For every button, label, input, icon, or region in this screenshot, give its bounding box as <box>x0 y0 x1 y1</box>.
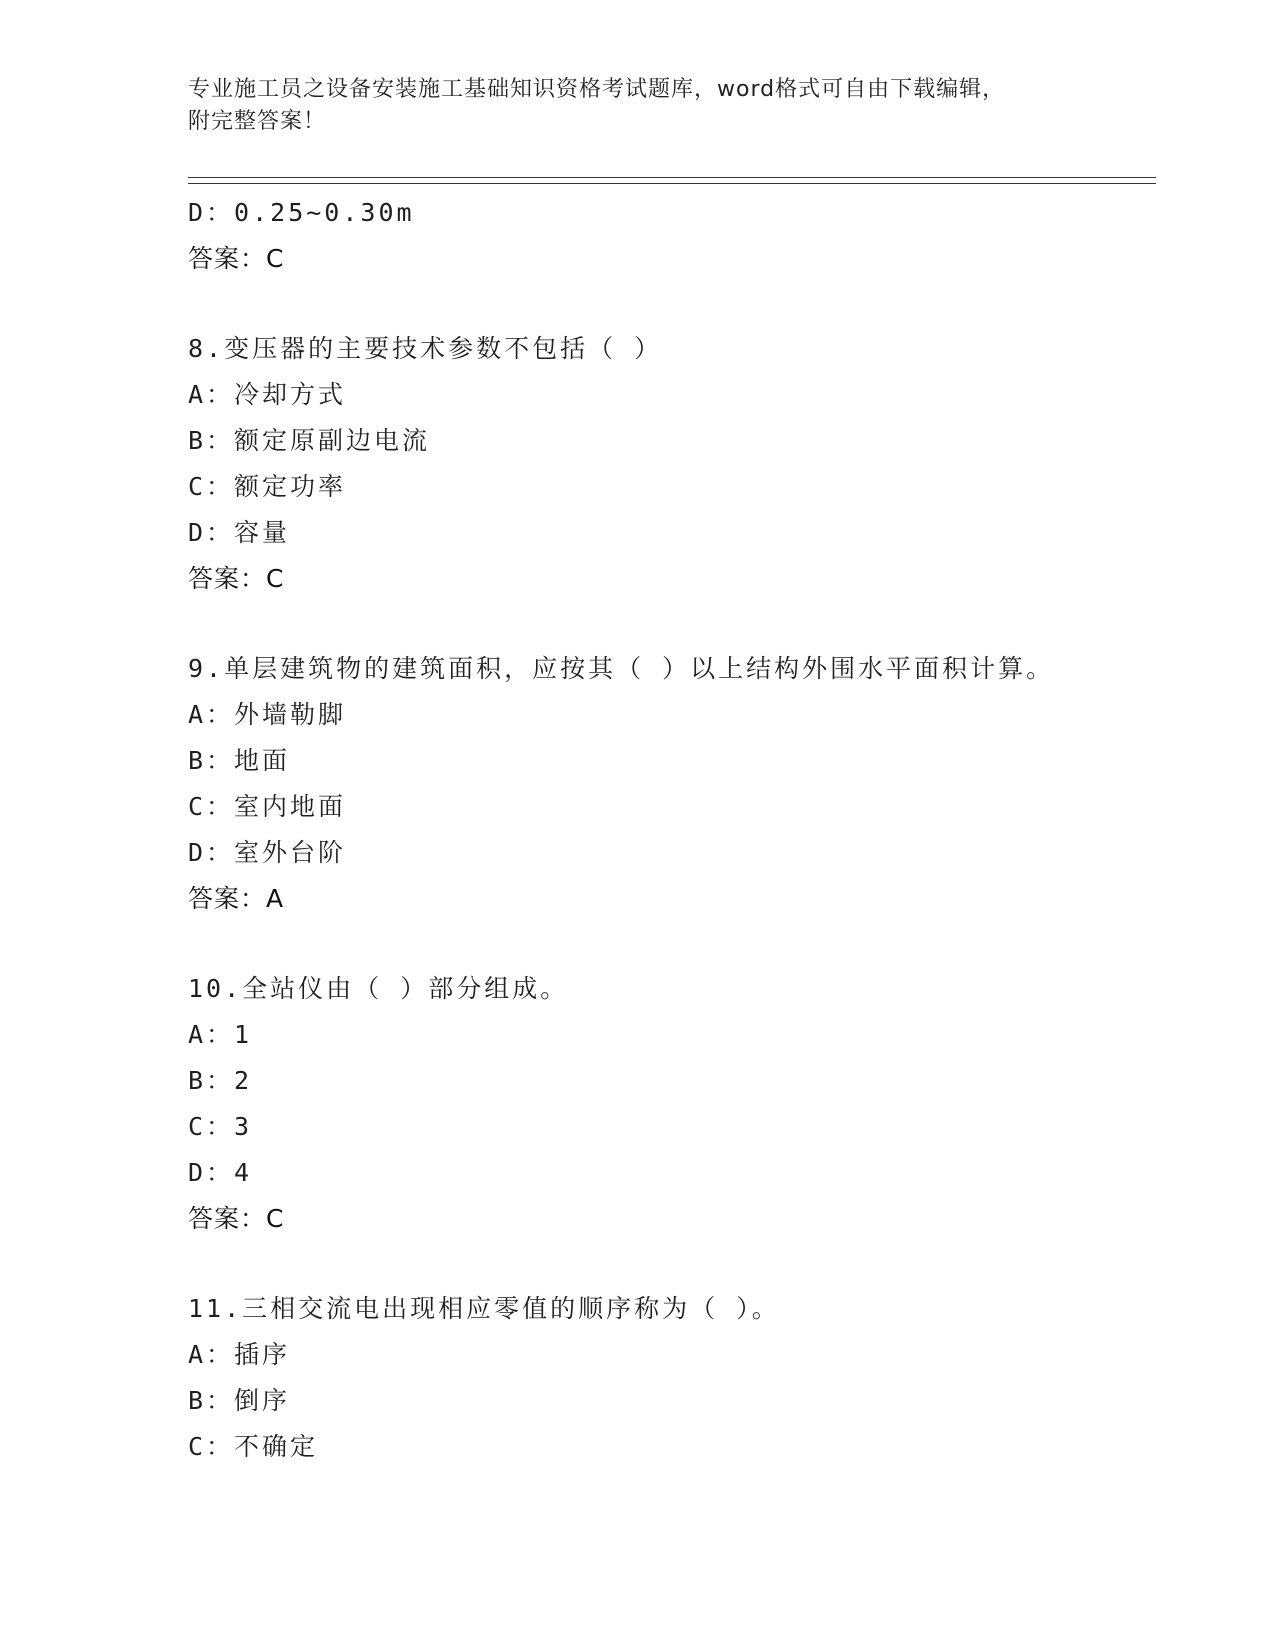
spacer <box>188 922 1148 966</box>
question-list <box>188 190 1148 1470</box>
option-d: D：0.25~0.30m <box>188 198 415 227</box>
leading-fragment <box>188 190 1148 282</box>
header-line-2: 附完整答案！ <box>188 109 327 134</box>
option-b: B：倒序 <box>188 1386 291 1415</box>
question-title: 11.三相交流电出现相应零值的顺序称为（ ）。 <box>188 1294 780 1323</box>
question-title: 9.单层建筑物的建筑面积，应按其（ ）以上结构外围水平面积计算。 <box>188 654 1055 683</box>
option-a: A：冷却方式 <box>188 380 347 409</box>
option-d: D：4 <box>188 1158 253 1187</box>
question-10 <box>188 966 1148 1242</box>
answer-line: 答案：C <box>188 564 285 593</box>
question-title: 10.全站仪由（ ）部分组成。 <box>188 974 569 1003</box>
option-c: C：室内地面 <box>188 792 347 821</box>
answer-line: 答案：A <box>188 884 285 913</box>
answer-line: 答案：C <box>188 1204 285 1233</box>
spacer <box>188 1242 1148 1286</box>
question-9 <box>188 646 1148 922</box>
question-8 <box>188 326 1148 602</box>
document-header <box>188 74 1088 138</box>
option-c: C：不确定 <box>188 1432 319 1461</box>
header-divider-top <box>188 177 1156 178</box>
option-b: B：额定原副边电流 <box>188 426 431 455</box>
option-a: A：插序 <box>188 1340 291 1369</box>
spacer <box>188 602 1148 646</box>
header-line-1: 专业施工员之设备安装施工基础知识资格考试题库，word格式可自由下载编辑， <box>188 77 1006 102</box>
option-a: A：1 <box>188 1020 253 1049</box>
option-c: C：额定功率 <box>188 472 347 501</box>
option-d: D：容量 <box>188 518 291 547</box>
question-title: 8.变压器的主要技术参数不包括（ ） <box>188 334 663 363</box>
option-a: A：外墙勒脚 <box>188 700 347 729</box>
option-c: C：3 <box>188 1112 253 1141</box>
option-b: B：2 <box>188 1066 253 1095</box>
option-d: D：室外台阶 <box>188 838 347 867</box>
spacer <box>188 282 1148 326</box>
question-11 <box>188 1286 1148 1470</box>
header-divider-bottom <box>188 183 1156 184</box>
answer-line: 答案：C <box>188 244 285 273</box>
option-b: B：地面 <box>188 746 291 775</box>
